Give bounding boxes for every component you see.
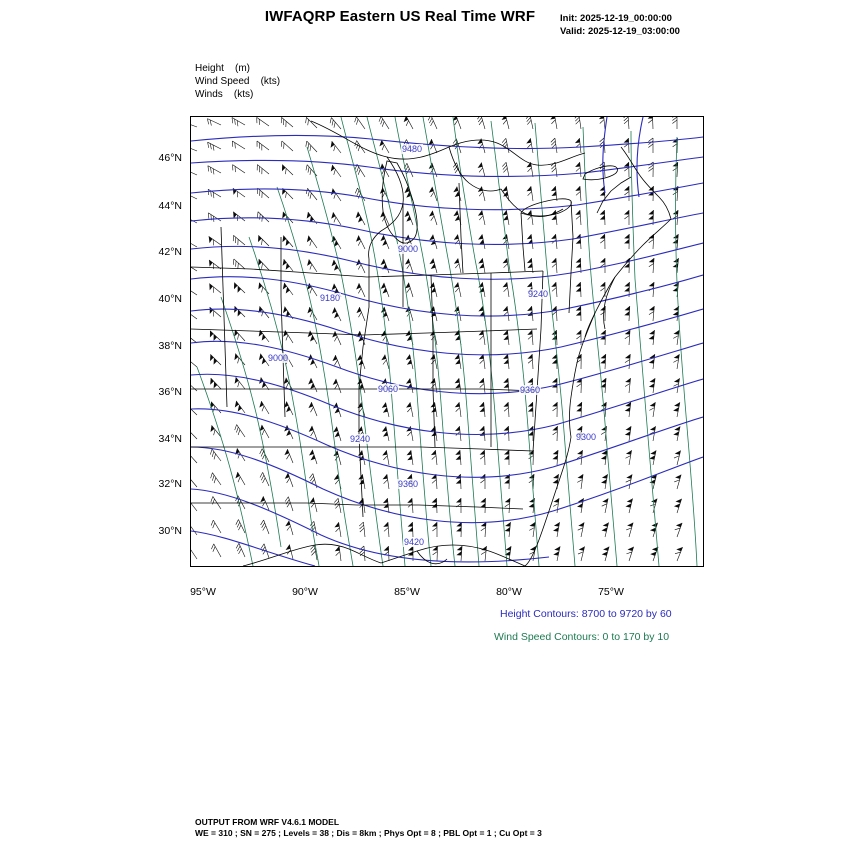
x-tick-90W: 90°W (292, 586, 318, 598)
y-tick-40N: 40°N (158, 293, 182, 305)
x-tick-80W: 80°W (496, 586, 522, 598)
y-tick-36N: 36°N (158, 386, 182, 398)
height-label-9360-b: 9360 (398, 479, 419, 489)
y-tick-46N: 46°N (158, 152, 182, 164)
x-tick-85W: 85°W (394, 586, 420, 598)
height-label-9300: 9300 (576, 432, 597, 442)
init-time: Init: 2025-12-19_00:00:00 (560, 13, 672, 24)
x-tick-95W: 95°W (190, 586, 216, 598)
height-label-9420: 9420 (404, 537, 425, 547)
height-label-9000-a: 9000 (398, 244, 419, 254)
height-label-9060: 9060 (378, 384, 399, 394)
footer-line-2: WE = 310 ; SN = 275 ; Levels = 38 ; Dis = 8km ; Phys Opt = 8 ; PBL Opt = 1 ; Cu Opt = 3 (195, 828, 542, 838)
valid-time-block (560, 12, 680, 38)
height-label-9480: 9480 (402, 144, 423, 154)
variable-wind-speed: Wind Speed (kts) (195, 76, 281, 87)
page-title: IWFAQRP Eastern US Real Time WRF (264, 8, 536, 25)
valid-time: Valid: 2025-12-19_03:00:00 (560, 26, 680, 37)
height-label-9000-b: 9000 (268, 353, 289, 363)
x-tick-75W: 75°W (598, 586, 624, 598)
height-label-9360-a: 9360 (520, 385, 541, 395)
map-canvas (191, 117, 703, 566)
variable-height: Height (m) (195, 63, 251, 74)
wind-contour-caption: Wind Speed Contours: 0 to 170 by 10 (494, 631, 670, 643)
footer-line-1: OUTPUT FROM WRF V4.6.1 MODEL (195, 817, 340, 827)
height-label-9180: 9180 (320, 293, 341, 303)
y-tick-32N: 32°N (158, 478, 182, 490)
weather-map-plot (190, 116, 704, 567)
height-contour-caption: Height Contours: 8700 to 9720 by 60 (500, 608, 672, 620)
y-tick-38N: 38°N (158, 340, 182, 352)
variable-winds: Winds (kts) (195, 89, 254, 100)
y-tick-34N: 34°N (158, 433, 182, 445)
height-label-9240-b: 9240 (350, 434, 371, 444)
y-tick-42N: 42°N (158, 246, 182, 258)
variable-legend (195, 62, 280, 101)
model-footer (195, 817, 542, 839)
y-tick-30N: 30°N (158, 525, 182, 537)
y-tick-44N: 44°N (158, 200, 182, 212)
height-label-9240-a: 9240 (528, 289, 549, 299)
